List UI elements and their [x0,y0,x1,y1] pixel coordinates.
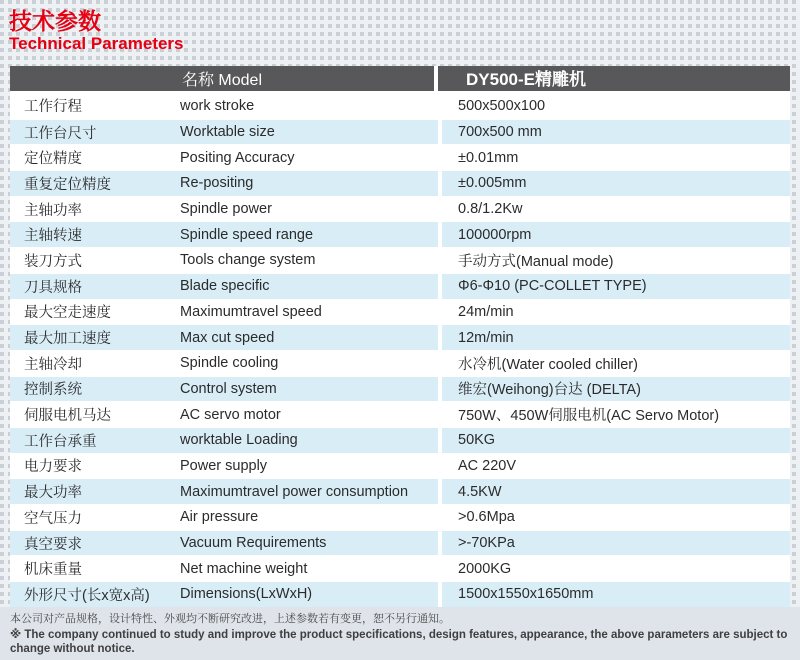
table-row [10,504,790,530]
table-row [10,144,790,170]
param-value: >-70KPa [438,531,790,556]
param-value: 750W、450W伺服电机(AC Servo Motor) [438,402,790,427]
param-name-en: worktable Loading [180,432,298,449]
page-title-zh: 技术参数 [9,8,101,34]
param-value: 手动方式(Manual mode) [438,248,790,273]
param-name-en: Maximumtravel speed [180,303,322,320]
param-name-en: Air pressure [180,509,259,526]
param-name-en: Tools change system [180,252,316,269]
param-name-zh: 重复定位精度 [24,176,111,193]
param-name-en: Re-positing [180,175,254,192]
table-row [10,221,790,247]
table-row [10,350,790,376]
table-row [10,478,790,504]
param-name-en: Net machine weight [180,560,308,577]
param-name-zh: 机床重量 [24,562,82,579]
param-name-en: Positing Accuracy [180,149,295,166]
table-row [10,247,790,273]
model-label: DY500-E精雕机 [466,65,586,93]
disclaimer-footer [0,607,800,660]
param-name-zh: 工作台尺寸 [24,125,97,142]
table-row [10,581,790,607]
table-row [10,93,790,119]
param-name-en: Dimensions(LxWxH) [180,586,313,603]
param-value: AC 220V [438,454,790,479]
param-value: 维宏(Weihong)台达 (DELTA) [438,377,790,402]
param-value: 12m/min [438,325,790,350]
table-row [10,324,790,350]
param-name-zh: 伺服电机马达 [24,408,111,425]
param-value: 500x500x100 [438,93,790,119]
table-row [10,427,790,453]
table-row [10,299,790,325]
param-name-en: Vacuum Requirements [180,535,327,552]
param-value: ±0.01mm [438,145,790,170]
param-name-zh: 外形尺寸(长x宽x高) [24,587,150,604]
param-value: 50KG [438,428,790,453]
table-row [10,196,790,222]
table-header-row [10,66,790,93]
param-name-en: Power supply [180,457,268,474]
table-row [10,273,790,299]
param-name-zh: 最大空走速度 [24,305,111,322]
spec-table [10,66,790,607]
table-row [10,376,790,402]
param-value: 4.5KW [438,479,790,504]
table-row [10,401,790,427]
param-value: ±0.005mm [438,171,790,196]
param-name-en: Worktable size [180,124,275,141]
param-name-zh: 最大功率 [24,485,82,502]
param-value: 0.8/1.2Kw [438,197,790,222]
param-name-en: Blade specific [180,278,270,295]
param-name-zh: 主轴转速 [24,228,82,245]
param-name-en: AC servo motor [180,406,281,423]
page-title-block [9,9,184,54]
param-name-en: Control system [180,380,277,397]
param-name-zh: 工作行程 [24,99,82,116]
page-title-en: Technical Parameters [9,34,184,54]
table-row [10,555,790,581]
param-name-zh: 真空要求 [24,536,82,553]
param-name-zh: 定位精度 [24,151,82,168]
param-name-zh: 主轴冷却 [24,356,82,373]
table-body [10,93,790,607]
param-name-zh: 控制系统 [24,382,82,399]
param-name-zh: 主轴功率 [24,202,82,219]
param-name-en: Max cut speed [180,329,275,346]
param-value: 水冷机(Water cooled chiller) [438,351,790,376]
table-row [10,530,790,556]
table-row [10,170,790,196]
param-value: 1500x1550x1650mm [438,582,790,607]
param-name-en: Spindle cooling [180,355,279,372]
param-name-zh: 刀具规格 [24,279,82,296]
param-name-zh: 工作台承重 [24,433,97,450]
param-name-en: work stroke [180,97,255,114]
param-name-en: Maximumtravel power consumption [180,483,409,500]
param-name-zh: 最大加工速度 [24,331,111,348]
param-value: 24m/min [438,300,790,325]
param-value: 100000rpm [438,222,790,247]
param-value: Φ6-Φ10 (PC-COLLET TYPE) [438,274,790,299]
param-name-zh: 电力要求 [24,459,82,476]
param-value: 700x500 mm [438,120,790,145]
table-row [10,453,790,479]
column-header-name: 名称 Model [181,72,263,89]
param-value: 2000KG [438,556,790,581]
disclaimer-zh: 本公司对产品规格，设计特性、外观均不断研究改进，上述参数若有变更，恕不另行通知。 [10,613,450,625]
param-name-zh: 装刀方式 [24,253,82,270]
param-name-en: Spindle speed range [180,226,314,243]
param-name-en: Spindle power [180,201,272,218]
table-row [10,119,790,145]
param-value: >0.6Mpa [438,505,790,530]
disclaimer-en: ※ The company continued to study and improve the product specifications, design features, appearance, the above parameters are subject to change without notice. [10,628,788,656]
param-name-zh: 空气压力 [24,510,82,527]
column-header-model [434,66,790,91]
